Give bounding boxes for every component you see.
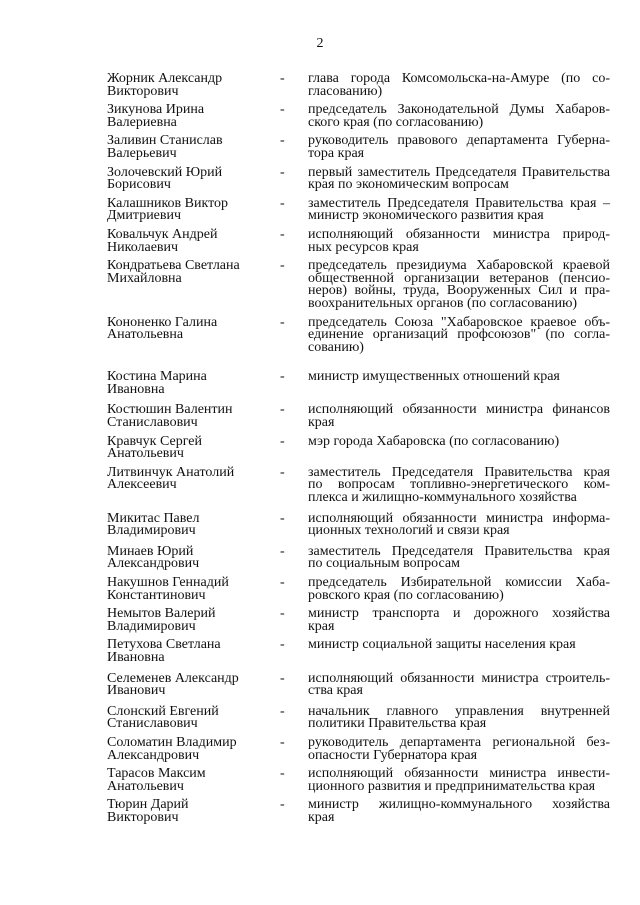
member-name-line: Анатольевич <box>107 446 184 462</box>
member-role <box>308 703 610 732</box>
separator-dash: - <box>280 606 285 622</box>
member-role <box>308 799 610 824</box>
member-role-line: опасности Губернатора края <box>308 747 478 763</box>
member-role <box>308 543 610 572</box>
member-name <box>107 734 275 763</box>
member-name <box>107 433 275 462</box>
member-role-line: ных ресурсов края <box>308 239 419 255</box>
member-entry <box>107 799 610 824</box>
member-role-line: мэр города Хабаровска (по согласованию) <box>308 433 560 449</box>
member-role <box>308 371 610 384</box>
member-name-line: Анатольевна <box>107 327 184 343</box>
member-role-line: первый заместитель Председателя Правительства <box>308 164 610 180</box>
member-entry <box>107 135 610 160</box>
member-role-line: заместитель Председателя Правительства края – <box>308 195 610 211</box>
separator-dash: - <box>280 314 285 330</box>
member-name <box>107 608 275 633</box>
member-role-line: председатель Избирательной комиссии Хаба- <box>308 575 610 590</box>
member-role-line: министр социальной защиты населения края <box>308 637 576 653</box>
separator-dash: - <box>280 766 285 782</box>
member-name-line: Литвинчук Анатолий <box>107 464 235 480</box>
member-role-line: края по экономическим вопросам <box>308 177 509 193</box>
member-name-line: Константинович <box>107 587 206 603</box>
member-entry <box>107 433 610 462</box>
separator-dash: - <box>280 734 285 750</box>
member-name-line: Селеменев Александр <box>107 670 239 686</box>
member-name <box>107 226 275 255</box>
member-entry <box>107 670 610 699</box>
member-entry <box>107 543 610 572</box>
member-name-line: Тюрин Дарий <box>107 797 189 813</box>
member-name-line: Калашников Виктор <box>107 195 229 211</box>
member-name <box>107 703 275 732</box>
member-name-line: Викторович <box>107 83 179 99</box>
member-name <box>107 314 275 343</box>
member-entry <box>107 510 610 539</box>
member-name-line: Кравчук Сергей <box>107 433 202 449</box>
page-number: 2 <box>316 36 324 51</box>
member-role <box>308 314 610 355</box>
member-entry <box>107 404 610 429</box>
member-role-line: края <box>308 809 335 825</box>
member-role-line: начальник главного управления внутренней <box>308 703 610 719</box>
member-name <box>107 404 275 429</box>
separator-dash: - <box>280 133 285 149</box>
member-name-line: Валериевна <box>107 114 177 130</box>
member-role-line: председатель Союза "Хабаровское краевое объ- <box>308 314 610 330</box>
member-name <box>107 260 275 285</box>
member-entry <box>107 104 610 129</box>
member-role-line: ционного развития и предпринимательства края <box>308 778 596 794</box>
member-name <box>107 73 275 98</box>
member-entry <box>107 164 610 193</box>
member-name-line: Заливин Станислав <box>107 133 223 149</box>
separator-dash: - <box>280 670 285 686</box>
member-role-line: исполняющий обязанности министра финансов <box>308 402 610 418</box>
member-role <box>308 226 610 255</box>
member-role <box>308 260 610 310</box>
member-name-line: Минаев Юрий <box>107 543 194 559</box>
member-name-line: Владимирович <box>107 618 196 634</box>
member-name <box>107 543 275 572</box>
member-name-line: Немытов Валерий <box>107 606 216 622</box>
member-role-line: ровского края (по согласованию) <box>308 587 504 603</box>
member-role-line: общественной организации ветеранов (пенсио- <box>308 270 610 286</box>
member-role-line: неров) войны, труда, Вооруженных Сил и пра- <box>308 283 610 299</box>
member-role-line: единение организаций профсоюзов" (по согла- <box>308 327 610 343</box>
member-name-line: Кононенко Галина <box>107 314 218 330</box>
member-role <box>308 608 610 633</box>
member-name <box>107 768 275 793</box>
member-name-line: Жорник Александр <box>107 71 223 86</box>
member-role <box>308 670 610 699</box>
member-entry <box>107 734 610 763</box>
member-name <box>107 135 275 160</box>
member-role <box>308 104 610 129</box>
member-name-line: Накушнов Геннадий <box>107 575 229 590</box>
member-name-line: Тарасов Максим <box>107 766 206 782</box>
member-role-line: председатель Законодательной Думы Хабаров- <box>308 102 610 118</box>
member-name-line: Костюшин Валентин <box>107 402 233 418</box>
member-role <box>308 734 610 763</box>
member-role-line: министр жилищно-коммунального хозяйства <box>308 797 610 813</box>
member-role <box>308 404 610 429</box>
member-name-line: Александрович <box>107 556 200 572</box>
separator-dash: - <box>280 258 285 274</box>
member-name-line: Золочевский Юрий <box>107 164 223 180</box>
separator-dash: - <box>280 703 285 719</box>
member-role-line: исполняющий обязанности министра природ- <box>308 226 610 242</box>
member-name <box>107 464 275 493</box>
member-role-line: ского края (по согласованию) <box>308 114 484 130</box>
member-entry <box>107 73 610 98</box>
member-name <box>107 164 275 193</box>
separator-dash: - <box>280 464 285 480</box>
member-name-line: Станиславович <box>107 716 198 732</box>
member-entry <box>107 768 610 793</box>
member-name <box>107 510 275 539</box>
member-role-line: исполняющий обязанности министра строитель- <box>308 670 610 686</box>
member-entry <box>107 314 610 355</box>
member-entry <box>107 703 610 732</box>
member-name-line: Кондратьева Светлана <box>107 258 240 274</box>
member-name-line: Дмитриевич <box>107 208 182 224</box>
member-entry <box>107 260 610 310</box>
member-entry <box>107 608 610 633</box>
separator-dash: - <box>280 226 285 242</box>
member-entry <box>107 226 610 255</box>
member-role-line: ционных технологий и связи края <box>308 523 510 539</box>
member-name-line: Микитас Павел <box>107 510 200 526</box>
separator-dash: - <box>280 575 285 590</box>
member-name-line: Ивановна <box>107 381 165 397</box>
member-role <box>308 577 610 602</box>
member-role-line: плекса и жилищно-коммунального хозяйства <box>308 490 577 506</box>
member-name-line: Петухова Светлана <box>107 637 221 653</box>
separator-dash: - <box>280 510 285 526</box>
member-name-line: Костина Марина <box>107 369 207 385</box>
member-role <box>308 73 610 98</box>
member-name-line: Станиславович <box>107 415 198 431</box>
member-role-line: заместитель Председателя Правительства края <box>308 464 610 480</box>
member-name <box>107 639 275 664</box>
member-role-line: исполняющий обязанности министра инвести- <box>308 766 610 782</box>
member-name <box>107 104 275 129</box>
member-role-line: ства края <box>308 683 363 699</box>
member-role-line: по социальным вопросам <box>308 556 460 572</box>
member-name-line: Слонский Евгений <box>107 703 219 719</box>
member-role-line: сованию) <box>308 339 364 355</box>
member-role-line: заместитель Председателя Правительства края <box>308 543 610 559</box>
member-name-line: Зикунова Ирина <box>107 102 205 118</box>
member-role <box>308 510 610 539</box>
member-name <box>107 195 275 224</box>
member-name-line: Николаевич <box>107 239 179 255</box>
member-role-line: тора края <box>308 145 365 161</box>
member-role-line: руководитель правового департамента Губерна- <box>308 133 610 149</box>
member-name <box>107 577 275 602</box>
member-role <box>308 164 610 193</box>
member-name <box>107 670 275 699</box>
member-name-line: Борисович <box>107 177 171 193</box>
member-name-line: Валерьевич <box>107 145 177 161</box>
member-role <box>308 464 610 506</box>
separator-dash: - <box>280 71 285 86</box>
member-name-line: Александрович <box>107 747 200 763</box>
member-role <box>308 768 610 793</box>
member-role-line: министр имущественных отношений края <box>308 369 560 385</box>
member-role-line: края <box>308 415 335 431</box>
separator-dash: - <box>280 637 285 653</box>
member-name-line: Анатольевич <box>107 778 184 794</box>
separator-dash: - <box>280 797 285 813</box>
member-role <box>308 639 610 652</box>
member-name <box>107 799 275 824</box>
member-entry <box>107 639 610 664</box>
member-name-line: Михайловна <box>107 270 182 286</box>
member-role-line: гласованию) <box>308 83 383 99</box>
member-role-line: политики Правительства края <box>308 716 487 732</box>
member-name-line: Ивановна <box>107 649 165 665</box>
member-entry <box>107 464 610 506</box>
member-name-line: Владимирович <box>107 523 196 539</box>
separator-dash: - <box>280 102 285 118</box>
member-entry <box>107 371 610 396</box>
member-role <box>308 135 610 160</box>
separator-dash: - <box>280 433 285 449</box>
member-role-line: воохранительных органов (по согласованию) <box>308 295 578 311</box>
member-role-line: министр экономического развития края <box>308 208 544 224</box>
member-role-line: глава города Комсомольска-на-Амуре (по со- <box>308 71 610 86</box>
separator-dash: - <box>280 402 285 418</box>
separator-dash: - <box>280 195 285 211</box>
separator-dash: - <box>280 369 285 385</box>
member-role-line: по вопросам топливно-энергетического ком- <box>308 477 610 493</box>
separator-dash: - <box>280 543 285 559</box>
member-role-line: министр транспорта и дорожного хозяйства <box>308 606 610 622</box>
member-entry <box>107 195 610 224</box>
member-role-line: руководитель департамента региональной без- <box>308 734 610 750</box>
member-name-line: Викторович <box>107 809 179 825</box>
member-name <box>107 371 275 396</box>
member-role-line: края <box>308 618 335 634</box>
member-name-line: Соломатин Владимир <box>107 734 237 750</box>
separator-dash: - <box>280 164 285 180</box>
member-name-line: Иванович <box>107 683 166 699</box>
member-role-line: председатель президиума Хабаровской краевой <box>308 258 610 274</box>
member-name-line: Алексеевич <box>107 477 177 493</box>
member-role <box>308 195 610 224</box>
member-role <box>308 433 610 449</box>
member-list <box>107 67 610 825</box>
member-name-line: Ковальчук Андрей <box>107 226 218 242</box>
member-role-line: исполняющий обязанности министра информа- <box>308 510 610 526</box>
member-entry <box>107 577 610 602</box>
